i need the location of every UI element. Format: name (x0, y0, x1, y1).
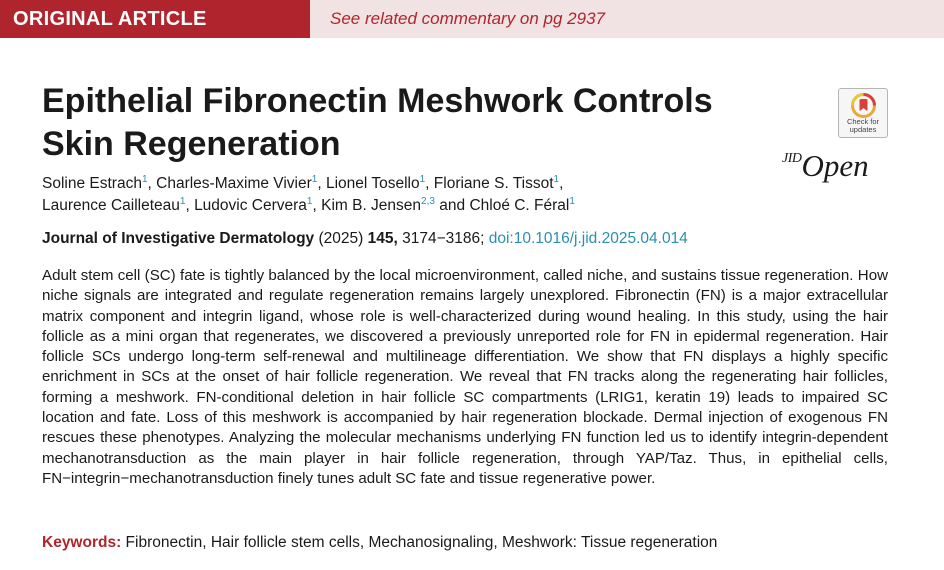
author-separator: , (559, 175, 564, 192)
journal-name: Journal of Investigative Dermatology (42, 230, 315, 247)
affiliation-marker[interactable]: 1 (311, 174, 318, 185)
author-name: Laurence Cailleteau (42, 197, 180, 214)
check-for-updates-line-1: Check for (846, 117, 880, 126)
check-for-updates-button[interactable] (838, 88, 888, 138)
abstract-text: Adult stem cell (SC) fate is tightly balanced by the local microenvironment, called niche, and sustains tissue regeneration. How niche signals are integrated and regulate regeneration remains largely unexplored. Fibronectin (FN) is a major extracellular matrix component and integrin ligand, whose role is well-characterized during wound healing. In this study, using the hair follicle as a mini organ that regenerates, we discovered a previously unreported role for FN in epidermal regeneration. Hair follicle SCs undergo long-term self-renewal and multilineage differentiation. We show that FN displays a highly specific enrichment in SCs at the onset of hair follicle regeneration. We reveal that FN tracks along the regenerating hair follicles, forming a meshwork. FN-conditional deletion in hair follicle SC compartments (LRIG1, keratin 19) leads to impaired SC location and fate. Loss of this meshwork is accompanied by hair regeneration blockade. Dermal injection of exogenous FN rescues these phenotypes. Analyzing the molecular mechanisms underlying FN function led us to identify integrin-dependent mechanotransduction as the main player in hair follicle regeneration, through YAP/Taz. Thus, in epithelial cells, FN−integrin−mechanotransduction finely tunes adult SC fate and tissue regenerative power. (42, 267, 888, 487)
keywords-line (42, 532, 902, 554)
author-separator: , (312, 197, 322, 214)
check-for-updates-line-2: updates (849, 125, 877, 134)
author-name: Floriane S. Tissot (433, 175, 554, 192)
author-list (42, 173, 782, 217)
author-name: Chloé C. Féral (469, 197, 570, 214)
citation-line (42, 228, 902, 250)
citation-pages: 3174−3186; (397, 230, 489, 247)
check-for-updates-icon (851, 93, 876, 118)
affiliation-marker[interactable]: 1 (553, 174, 560, 185)
jid-open-logo (782, 148, 869, 184)
article-title (42, 80, 762, 166)
affiliation-marker[interactable]: 1 (179, 196, 186, 207)
open-logo-text: Open (801, 148, 869, 183)
author-name: Charles-Maxime Vivier (156, 175, 312, 192)
article-type-tag: ORIGINAL ARTICLE (0, 0, 310, 38)
author-separator: , (147, 175, 157, 192)
citation-year: (2025) (314, 230, 368, 247)
citation-volume: 145, (367, 230, 398, 247)
author-name: Lionel Tosello (325, 175, 420, 192)
affiliation-marker[interactable]: 2,3 (421, 196, 435, 207)
affiliation-marker[interactable]: 1 (141, 174, 148, 185)
author-separator: , (185, 197, 195, 214)
author-name: Kim B. Jensen (321, 197, 422, 214)
affiliation-marker[interactable]: 1 (569, 196, 575, 207)
keywords-list: Fibronectin, Hair follicle stem cells, Mechanosignaling, Meshwork: Tissue regeneration (121, 534, 718, 551)
affiliation-marker[interactable]: 1 (419, 174, 426, 185)
related-commentary-link[interactable]: See related commentary on pg 2937 (330, 9, 606, 28)
author-name: Ludovic Cervera (194, 197, 307, 214)
doi-link[interactable]: doi:10.1016/j.jid.2025.04.014 (488, 230, 688, 247)
author-separator: , (317, 175, 326, 192)
article-banner (0, 0, 944, 38)
author-name: Soline Estrach (42, 175, 142, 192)
article-title-line-2: Skin Regeneration (42, 125, 341, 163)
article-title-line-1: Epithelial Fibronectin Meshwork Controls (42, 82, 713, 120)
author-separator: and (434, 197, 470, 214)
affiliation-marker[interactable]: 1 (306, 196, 313, 207)
author-separator: , (425, 175, 434, 192)
check-for-updates-label (839, 118, 887, 134)
jid-logo-mark: JID (782, 151, 802, 166)
keywords-label: Keywords: (42, 534, 122, 551)
